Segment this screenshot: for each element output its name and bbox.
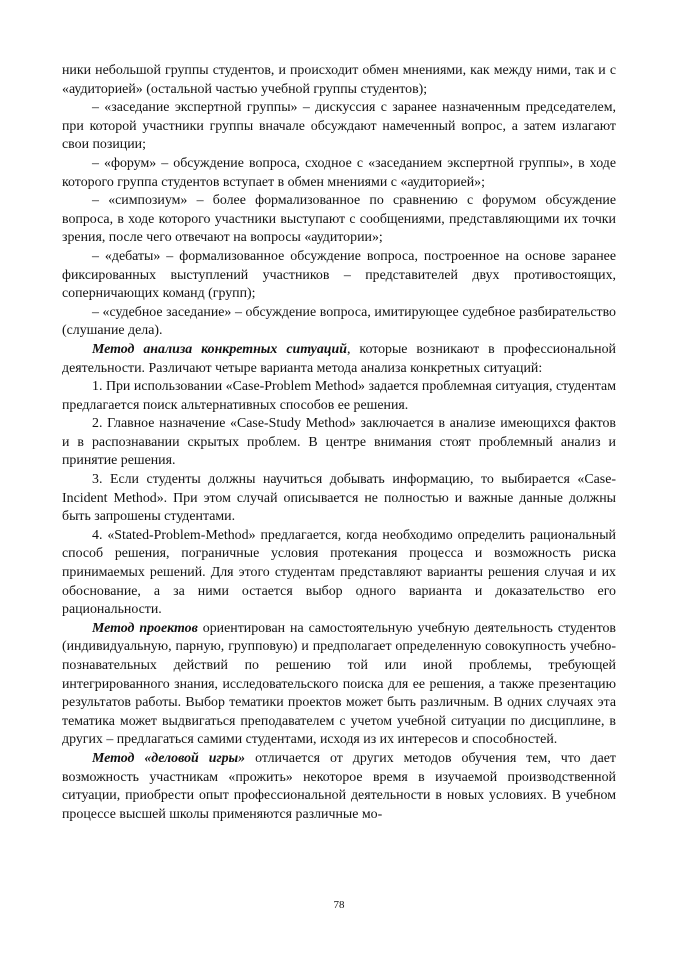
paragraph-symposium: – «симпозиум» – более формализованное по сравнению с форумом обсуждение вопроса, в ходе которого участники выступают с сообщениями, представляющими их точки зрения, после чего отвечают на вопросы «аудитории»;: [62, 193, 616, 246]
page-body: [62, 62, 616, 824]
paragraph-stated-problem: 4. «Stated-Problem-Method» предлагается, когда необходимо определить рациональный способ решения, пограничные условия протекания процесса и возможность риска принимаемых решений. Для этого студентам представляют варианты решения случая и их обоснование, а за ними остается выбор одного варианта и доказательство его рациональности.: [62, 527, 616, 618]
term-project-method: Метод проектов: [92, 620, 198, 636]
paragraph-court-session: – «судебное заседание» – обсуждение вопроса, имитирующее судебное разбирательство (слушание дела).: [62, 304, 616, 339]
paragraph-continuation: ники небольшой группы студентов, и происходит обмен мнениями, как между ними, так и с «аудиторией» (остальной частью учебной группы студентов);: [62, 63, 616, 97]
term-business-game: Метод «деловой игры»: [92, 750, 246, 766]
paragraph-case-study: 2. Главное назначение «Case-Study Method» заключается в анализе имеющихся фактов и в распознавании скрытых проблем. В центре внимания стоят проблемный анализ и принятие решения.: [62, 416, 616, 469]
paragraph-forum: – «форум» – обсуждение вопроса, сходное с «заседанием экспертной группы», в ходе которого группа студентов вступает в обмен мнениями с «аудиторией»;: [62, 155, 616, 190]
term-case-method: Метод анализа конкретных ситуаций: [92, 341, 347, 357]
paragraph-case-incident: 3. Если студенты должны научиться добывать информацию, то выбирается «Case-Incident Method». При этом случай описывается не полностью и важные данные должны быть запрошены студентами.: [62, 472, 616, 525]
paragraph-case-method: Метод анализа конкретных ситуаций, которые возникают в профессиональной деятельности. Различают четыре варианта метода анализа конкретных ситуаций:: [62, 341, 616, 376]
paragraph-project-method: Метод проектов ориентирован на самостоятельную учебную деятельность студентов (индивидуальную, парную, групповую) и предполагает определенную совокупность учебно-познавательных действий по решению той или иной проблемы, требующей интегрированного знания, исследовательского поиска для ее решения, а также презентацию результатов работы. Выбор тематики проектов может быть различным. В одних случаях эта тематика может выдвигаться преподавателем с учетом учебной ситуации по дисциплине, в других – предлагаться самими студентами, исходя из их интересов и способностей.: [62, 620, 616, 748]
paragraph-expert-group: – «заседание экспертной группы» – дискуссия с заранее назначенным председателем, при которой участники группы вначале обсуждают намеченный вопрос, а затем излагают свои позиции;: [62, 100, 616, 153]
paragraph-case-problem: 1. При использовании «Case-Problem Method» задается проблемная ситуация, студентам предлагается поиск альтернативных способов ее решения.: [62, 379, 616, 413]
paragraph-debates: – «дебаты» – формализованное обсуждение вопроса, построенное на основе заранее фиксированных выступлений участников – представителей двух противостоящих, соперничающих команд (групп);: [62, 248, 616, 302]
page-number: 78: [333, 899, 345, 911]
paragraph-business-game: Метод «деловой игры» отличается от других методов обучения тем, что дает возможность участникам «прожить» некоторое время в изучаемой производственной ситуации, приобрести опыт профессиональной деятельности в новых условиях. В учебном процессе высшей школы применяются различные мо-: [62, 750, 616, 822]
